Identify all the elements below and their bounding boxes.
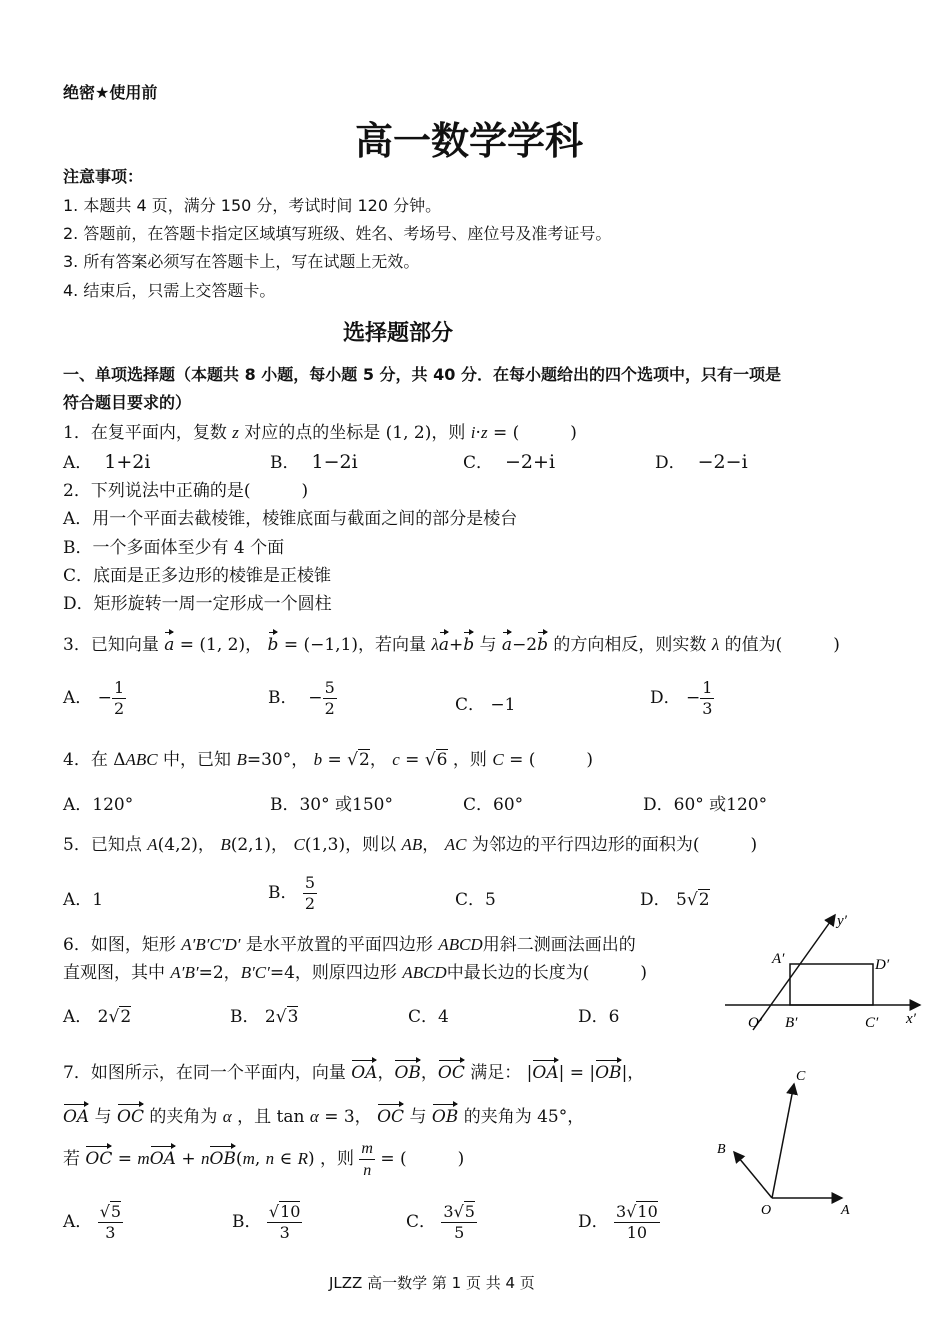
q6-option-b: B． 2√3 xyxy=(230,1007,299,1027)
q7-option-c: C． $\frac{3√5}{5}$ xyxy=(406,1202,475,1242)
label-c: C xyxy=(796,1069,806,1084)
q5-option-b: B． $\frac{5}{2}$ xyxy=(268,873,316,913)
label-b: B xyxy=(717,1142,726,1157)
y-axis xyxy=(753,915,835,1030)
part-instructions-cont: 符合题目要求的） xyxy=(63,393,192,412)
q2-option-c: C．底面是正多边形的棱锥是正棱锥 xyxy=(63,566,332,586)
question-3: 3．已知向量 a = (1, 2)， b = (−1,1)，若向量 λa+b 与 a−2b 的方向相反，则实数 λ 的值为( ) xyxy=(63,635,840,655)
q3-option-a: A． − $\frac{1}{2}$ xyxy=(63,678,125,718)
label-o: O xyxy=(761,1203,772,1218)
note-item: 1. 本题共 4 页，满分 150 分，考试时间 120 分钟。 xyxy=(63,196,442,215)
q7-option-b: B． $\frac{√10}{3}$ xyxy=(232,1202,301,1242)
note-item: 3. 所有答案必须写在答题卡上，写在试题上无效。 xyxy=(63,252,420,271)
q6-option-c: C．4 xyxy=(408,1007,449,1027)
label-a: A xyxy=(841,1203,850,1218)
q2-option-a: A．用一个平面去截棱锥，棱锥底面与截面之间的部分是棱台 xyxy=(63,509,518,529)
label-c: C′ xyxy=(865,1015,879,1031)
q2-option-d: D．矩形旋转一周一定形成一个圆柱 xyxy=(63,594,332,614)
page-title: 高一数学学科 xyxy=(355,118,584,163)
question-4: 4．在 ΔABC 中，已知 B=30°， b = √2， c = √6 ，则 C = ( ) xyxy=(63,750,593,770)
q4-option-d: D．60° 或120° xyxy=(643,795,768,815)
q7-figure xyxy=(710,1060,860,1220)
q1-option-d: D． −2−i xyxy=(655,451,748,473)
label-y: y′ xyxy=(837,913,847,929)
part-instructions: 一、单项选择题（本题共 8 小题，每小题 5 分，共 40 分．在每小题给出的四个选项中，只有一项是 xyxy=(63,365,781,384)
q5-option-c: C．5 xyxy=(455,890,496,910)
secret-label: 绝密★使用前 xyxy=(63,83,158,102)
rectangle xyxy=(790,964,873,1005)
vector-ob xyxy=(734,1152,772,1198)
question-7-cont: OA 与 OC 的夹角为 α ，且 tan α = 3， OC 与 OB 的夹角为 45°， xyxy=(63,1107,585,1127)
q3-option-b: B． − $\frac{5}{2}$ xyxy=(268,678,335,718)
question-6: 6．如图，矩形 A′B′C′D′ 是水平放置的平面四边形 ABCD用斜二测画法画出的 xyxy=(63,935,636,955)
q7-option-d: D． $\frac{3√10}{10}$ xyxy=(578,1202,658,1242)
question-7: 7．如图所示，在同一个平面内，向量 OA，OB，OC 满足： |OA| = |OB|， xyxy=(63,1063,645,1083)
question-7-cont2: 若 OC = mOA + nOB(m, n ∈ R) ，则 $\frac{m}{n}$ = ( ) xyxy=(63,1140,465,1179)
q6-option-a: A． 2√2 xyxy=(63,1007,132,1027)
label-b: B′ xyxy=(785,1015,798,1031)
q3-option-c: C． −1 xyxy=(455,695,516,715)
q5-option-d: D． 5√2 xyxy=(640,890,710,910)
q4-option-c: C．60° xyxy=(463,795,524,815)
vector-oc xyxy=(772,1084,794,1198)
question-1: 1．在复平面内，复数 z 对应的点的坐标是 (1, 2)，则 i·z = ( ) xyxy=(63,423,577,443)
label-x: x′ xyxy=(906,1011,916,1027)
q5-option-a: A．1 xyxy=(63,890,104,910)
q6-option-d: D．6 xyxy=(578,1007,620,1027)
label-d: D′ xyxy=(875,957,890,973)
q2-option-b: B．一个多面体至少有 4 个面 xyxy=(63,538,285,558)
note-item: 2. 答题前，在答题卡指定区域填写班级、姓名、考场号、座位号及准考证号。 xyxy=(63,224,612,243)
q4-option-a: A．120° xyxy=(63,795,134,815)
q6-figure xyxy=(715,905,930,1035)
notes-heading: 注意事项： xyxy=(63,167,144,186)
section-title: 选择题部分 xyxy=(343,320,454,346)
question-2: 2．下列说法中正确的是( ) xyxy=(63,481,309,501)
page-footer: JLZZ 高一数学 第 1 页 共 4 页 xyxy=(329,1274,535,1292)
q1-option-b: B． 1−2i xyxy=(270,451,358,473)
q4-option-b: B．30° 或150° xyxy=(270,795,393,815)
note-item: 4. 结束后，只需上交答题卡。 xyxy=(63,281,276,300)
q1-option-a: A． 1+2i xyxy=(63,451,151,473)
question-5: 5．已知点 A(4,2)， B(2,1)， C(1,3)，则以 AB， AC 为邻边的平行四边形的面积为( ) xyxy=(63,835,758,855)
label-a: A′ xyxy=(772,951,785,967)
q7-option-a: A． $\frac{√5}{3}$ xyxy=(63,1202,122,1242)
question-6-cont: 直观图，其中 A′B′=2，B′C′=4，则原四边形 ABCD中最长边的长度为( ) xyxy=(63,963,647,983)
q1-option-c: C． −2+i xyxy=(463,451,556,473)
label-o: O′ xyxy=(748,1015,763,1031)
q3-option-d: D． − $\frac{1}{3}$ xyxy=(650,678,713,718)
